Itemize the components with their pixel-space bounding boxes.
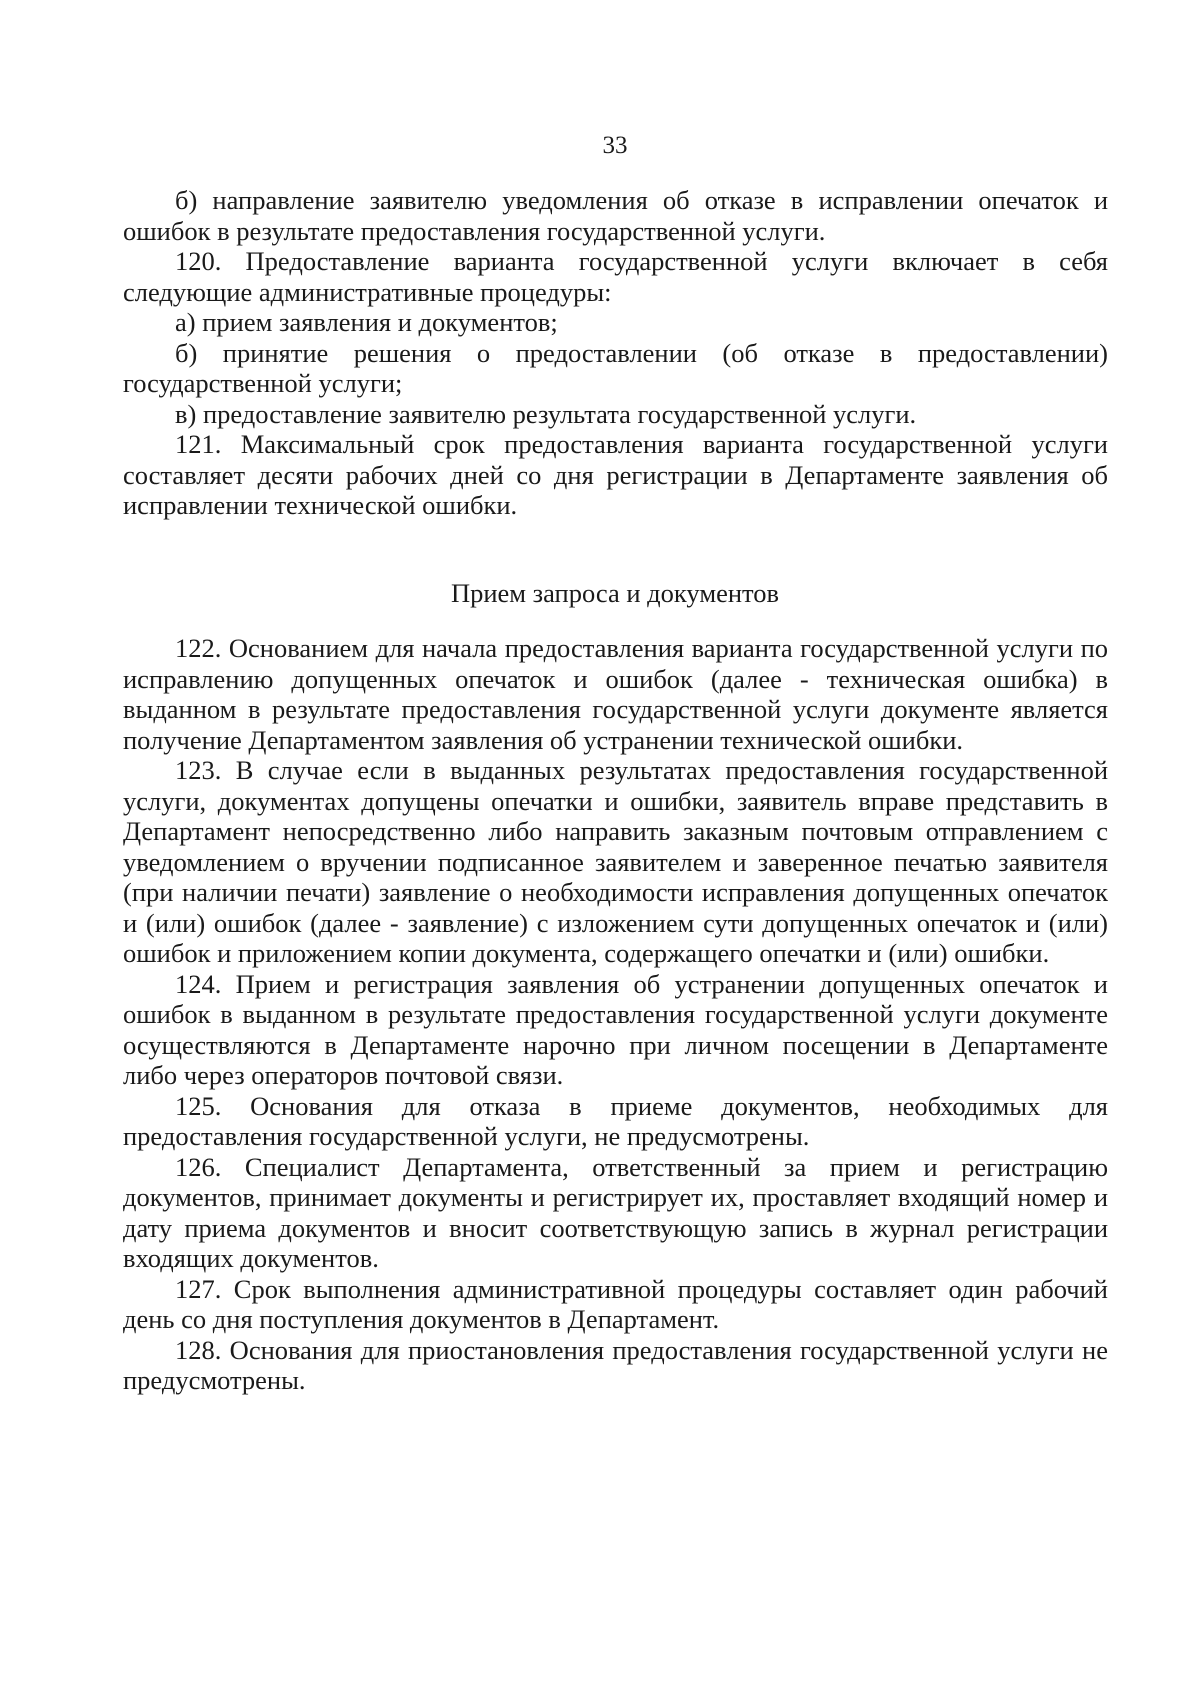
text-block-upper (123, 185, 1108, 521)
section-heading: Прием запроса и документов (450, 578, 780, 608)
paragraph: б) принятие решения о предоставлении (об отказе в предоставлении) государственной услуги; (123, 337, 1108, 398)
paragraph: 123. В случае если в выданных результатах предоставления государственной услуги, документах допущены опечатки и ошибки, заявитель вправе представить в Департамент непосредственно либо направить заказным почтовым отправлением с уведомлением о вручении подписанное заявителем и заверенное печатью заявителя (при наличии печати) заявление о необходимости исправления допущенных опечаток и (или) ошибок (далее - заявление) с изложением сути допущенных опечаток и (или) ошибок и приложением копии документа, содержащего опечатки и (или) ошибки. (123, 755, 1108, 968)
paragraph: 128. Основания для приостановления предоставления государственной услуги не предусмотрены. (123, 1334, 1108, 1395)
paragraph: 126. Специалист Департамента, ответственный за прием и регистрацию документов, принимает документы и регистрирует их, проставляет входящий номер и дату приема документов и вносит соответствующую запись в журнал регистрации входящих документов. (123, 1151, 1108, 1273)
paragraph: 122. Основанием для начала предоставления варианта государственной услуги по исправлению допущенных опечаток и ошибок (далее - техническая ошибка) в выданном в результате предоставления государственной услуги документе является получение Департаментом заявления об устранении технической ошибки. (123, 633, 1108, 755)
paragraph: б) направление заявителю уведомления об отказе в исправлении опечаток и ошибок в результате предоставления государственной услуги. (123, 185, 1108, 246)
paragraph: а) прием заявления и документов; (175, 307, 558, 337)
paragraph: 125. Основания для отказа в приеме документов, необходимых для предоставления государственной услуги, не предусмотрены. (123, 1090, 1108, 1151)
paragraph: в) предоставление заявителю результата государственной услуги. (175, 398, 917, 429)
paragraph: 120. Предоставление варианта государственной услуги включает в себя следующие административные процедуры: (123, 246, 1108, 307)
paragraph: 127. Срок выполнения административной процедуры составляет один рабочий день со дня поступления документов в Департамент. (123, 1273, 1108, 1334)
paragraph: 124. Прием и регистрация заявления об устранении допущенных опечаток и ошибок в выданном в результате предоставления государственной услуги документе осуществляются в Департаменте нарочно при личном посещении в Департаменте либо через операторов почтовой связи. (123, 968, 1108, 1090)
text-block-lower (123, 633, 1108, 1396)
paragraph: 121. Максимальный срок предоставления варианта государственной услуги составляет десяти рабочих дней со дня регистрации в Департаменте заявления об исправлении технической ошибки. (123, 429, 1108, 520)
page-number: 33 (602, 132, 628, 159)
